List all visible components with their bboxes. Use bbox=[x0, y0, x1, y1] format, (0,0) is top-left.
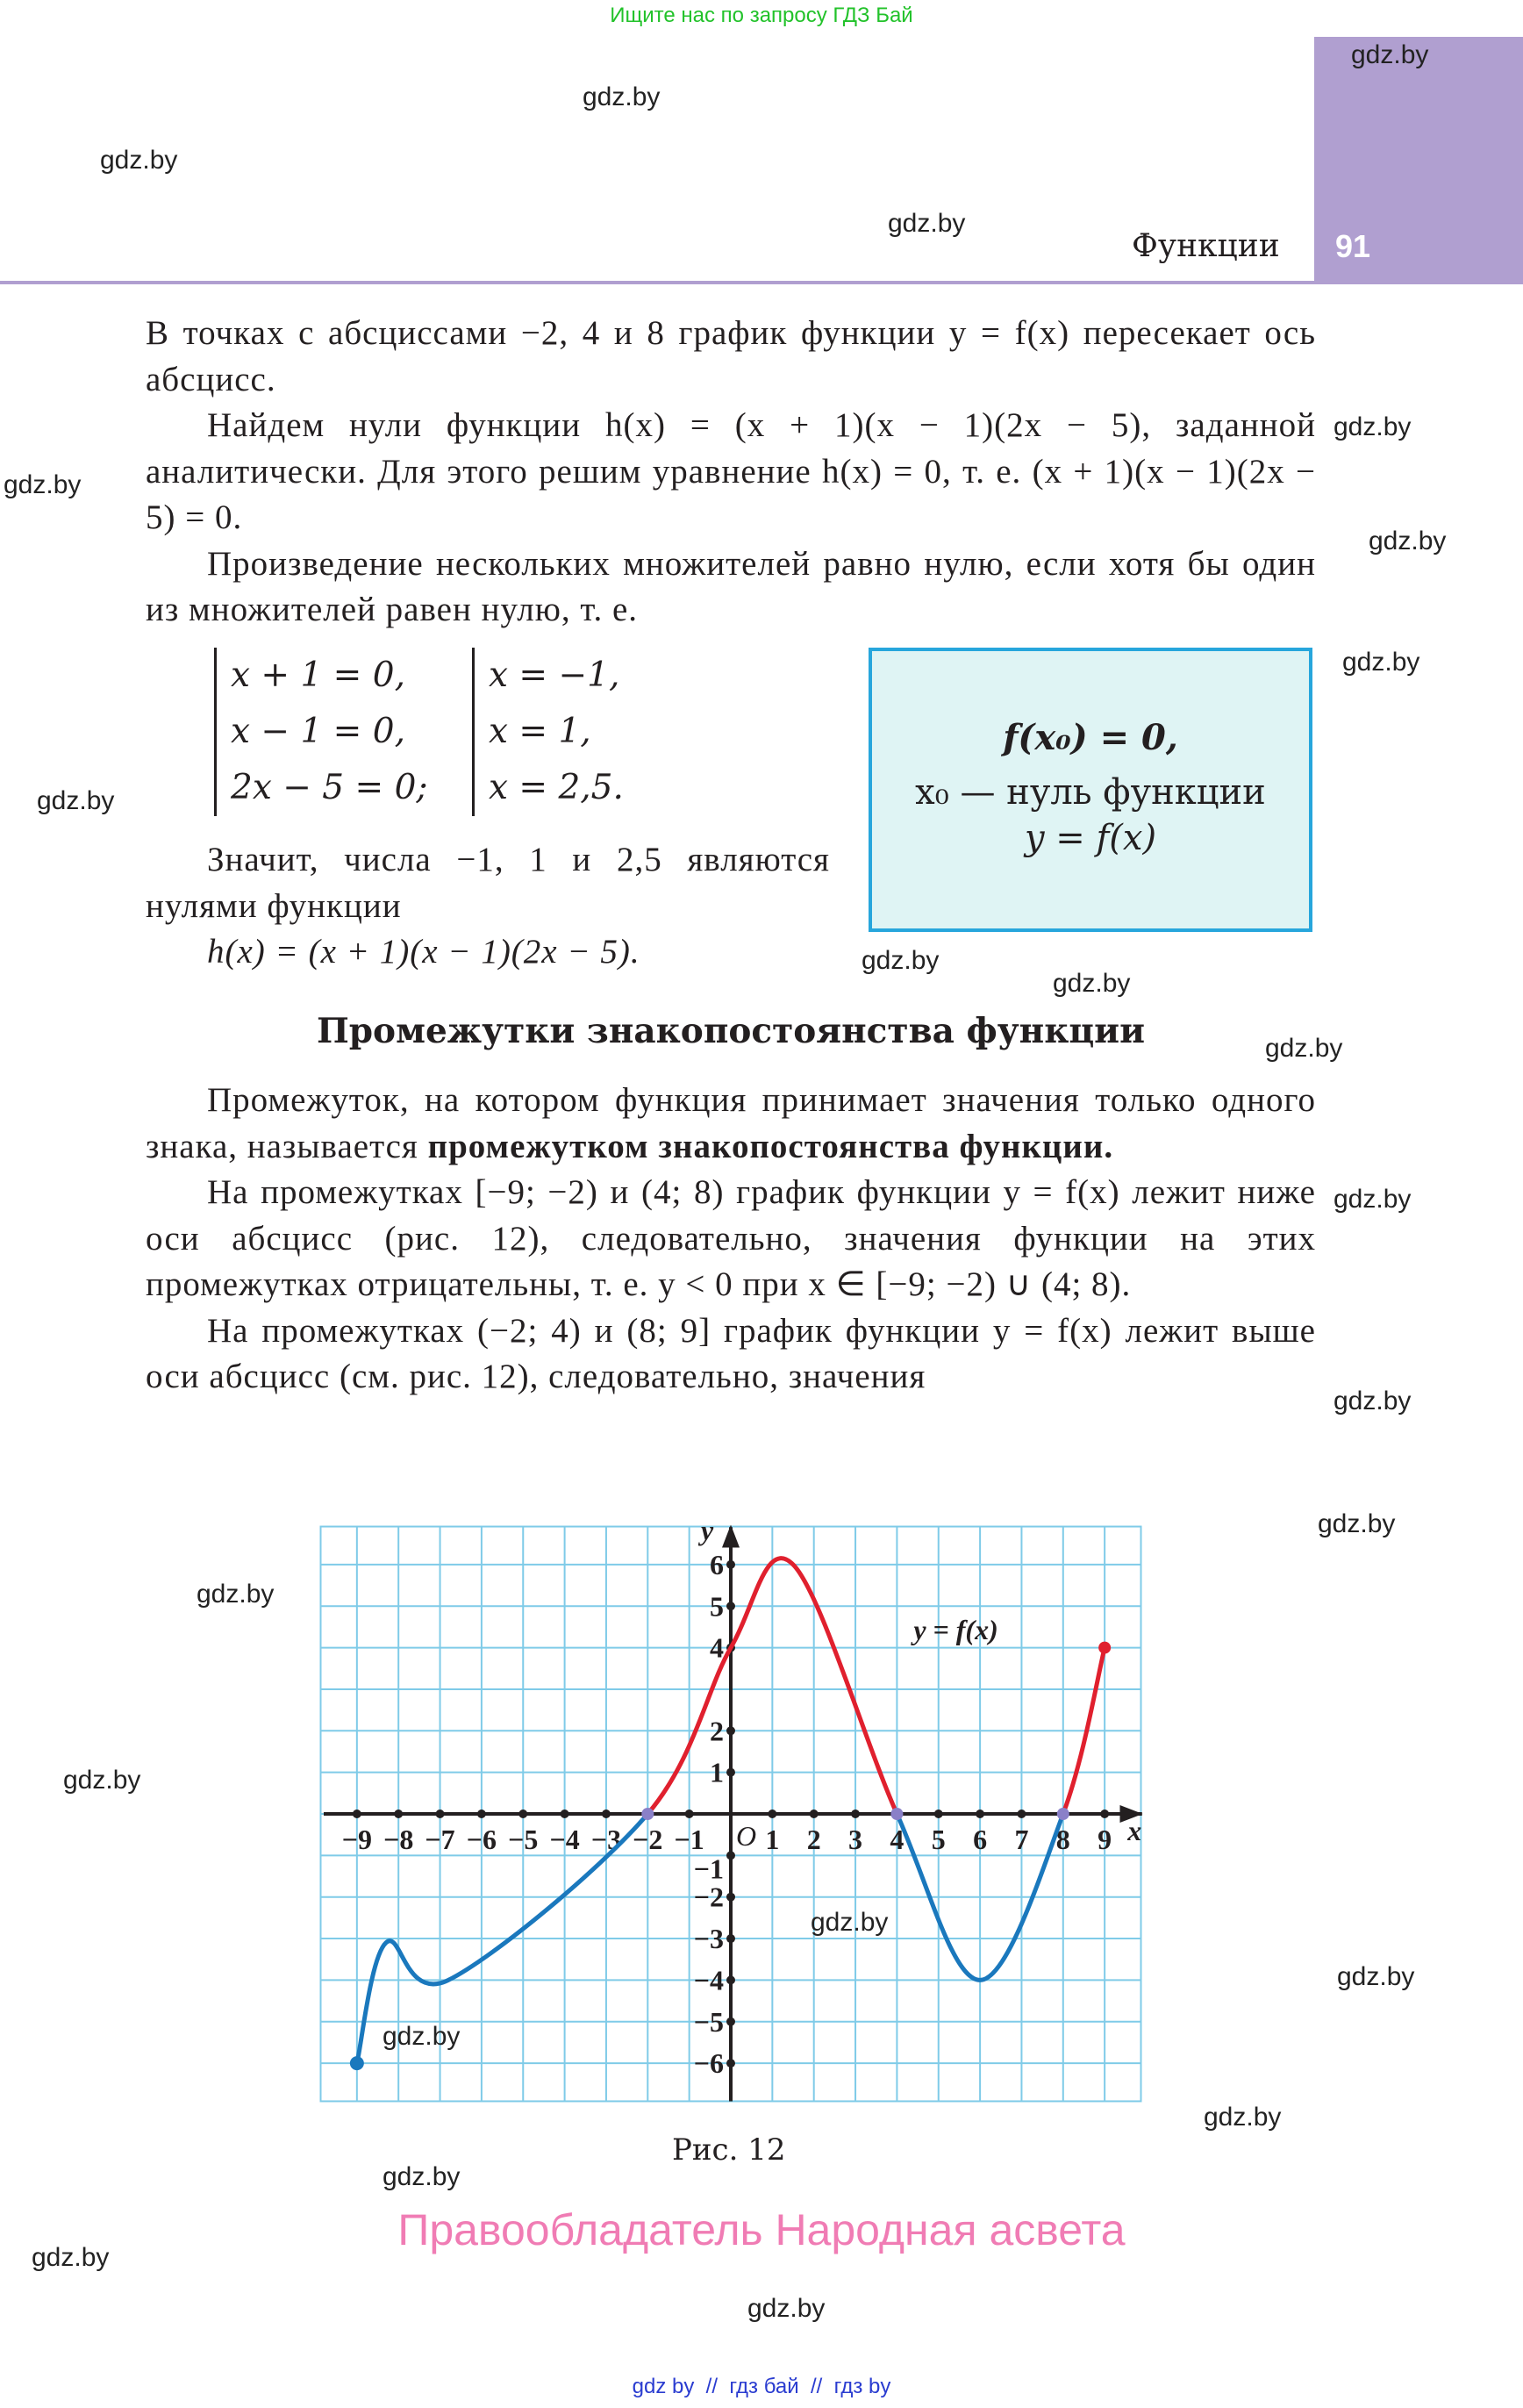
watermark: gdz.by bbox=[583, 82, 661, 111]
watermark: gdz.by bbox=[100, 146, 178, 175]
y-tick-label: 6 bbox=[710, 1548, 724, 1580]
watermark: gdz.by bbox=[811, 1908, 889, 1937]
x-tick-label: −5 bbox=[508, 1824, 539, 1855]
y-tick-label: 1 bbox=[710, 1756, 724, 1788]
section-name: Функции bbox=[1132, 228, 1280, 264]
conclusion-formula: h(x) = (x + 1)(x − 1)(2x − 5). bbox=[207, 933, 640, 971]
x-tick bbox=[353, 1810, 361, 1818]
y-tick-label: −4 bbox=[693, 1964, 724, 1996]
watermark: gdz.by bbox=[32, 2243, 110, 2272]
x-tick-label: 5 bbox=[931, 1824, 946, 1855]
definition-start: Промежуток, на котором функция принимает значения только одного знака, называется bbox=[146, 1081, 1316, 1165]
end-point bbox=[1098, 1642, 1111, 1654]
x-tick-label: −8 bbox=[383, 1824, 414, 1855]
x-tick bbox=[810, 1810, 819, 1818]
paragraph: Найдем нули функции h(x) = (x + 1)(x − 1)(2x − 5), заданной аналитически. Для этого решим уравнение h(x) = 0, т. е. (x + 1)(x − 1)(2x − 5) = 0. bbox=[146, 406, 1317, 536]
x-tick-label: 1 bbox=[765, 1824, 780, 1855]
zero-point bbox=[641, 1808, 654, 1820]
watermark: gdz.by bbox=[1342, 648, 1420, 677]
watermark: gdz.by bbox=[1334, 412, 1412, 441]
y-tick-label: −1 bbox=[693, 1853, 724, 1885]
equation: x = −1, bbox=[489, 656, 620, 695]
x-tick bbox=[436, 1810, 445, 1818]
equation: x = 2,5. bbox=[489, 768, 624, 807]
x-tick-label: 7 bbox=[1014, 1824, 1029, 1855]
paragraph: В точках с абсциссами −2, 4 и 8 график функции y = f(x) пересекает ось абсцисс. bbox=[146, 314, 1316, 398]
x-tick bbox=[934, 1810, 943, 1818]
x-tick bbox=[1017, 1810, 1026, 1818]
watermark: gdz.by bbox=[1351, 40, 1429, 69]
y-tick-label: 4 bbox=[710, 1631, 724, 1664]
definition-text: x₀ — нуль функции bbox=[915, 772, 1266, 813]
y-tick-label: −2 bbox=[693, 1881, 724, 1913]
paragraph: Произведение нескольких множителей равно нулю, если хотя бы один из множителей равен нулю, т. е. bbox=[146, 544, 1316, 628]
conclusion-text: Значит, числа −1, 1 и 2,5 являются нулями функции bbox=[146, 841, 830, 925]
watermark: gdz.by bbox=[383, 2022, 461, 2051]
origin-label: O bbox=[736, 1820, 757, 1852]
start-point bbox=[350, 2056, 364, 2070]
watermark: gdz.by bbox=[63, 1766, 141, 1795]
watermark: gdz.by bbox=[4, 470, 82, 499]
x-tick-label: −9 bbox=[341, 1824, 372, 1855]
watermark: gdz.by bbox=[1334, 1387, 1412, 1415]
curve-label: y = f(x) bbox=[913, 1614, 998, 1646]
paragraph: На промежутках (−2; 4) и (8; 9] график функции y = f(x) лежит выше оси абсцисс (см. рис. 12), следовательно, значения bbox=[146, 1311, 1316, 1395]
y-tick-label: 5 bbox=[710, 1590, 724, 1623]
y-tick bbox=[726, 1934, 735, 1943]
y-tick bbox=[726, 2059, 735, 2068]
definition-function: y = f(x) bbox=[1024, 818, 1157, 858]
x-tick bbox=[1100, 1810, 1109, 1818]
rights-notice: Правообладатель Народная асвета bbox=[397, 2205, 1126, 2254]
watermark: gdz.by bbox=[747, 2294, 826, 2323]
watermark: gdz.by bbox=[37, 786, 115, 815]
y-tick bbox=[726, 1726, 735, 1735]
x-tick-label: 8 bbox=[1055, 1824, 1070, 1855]
y-tick bbox=[726, 2017, 735, 2026]
y-tick-label: −5 bbox=[693, 2005, 724, 2038]
x-tick-label: 3 bbox=[848, 1824, 863, 1855]
footer-links[interactable]: gdz by // гдз бай // гдз by bbox=[632, 2375, 891, 2398]
watermark: gdz.by bbox=[1369, 527, 1447, 555]
watermark: gdz.by bbox=[1337, 1962, 1415, 1991]
y-tick-label: −6 bbox=[693, 2047, 724, 2080]
y-tick bbox=[726, 1768, 735, 1777]
y-tick bbox=[726, 1560, 735, 1569]
y-tick bbox=[726, 1851, 735, 1860]
equation: x − 1 = 0, bbox=[231, 712, 405, 751]
x-tick bbox=[477, 1810, 486, 1818]
x-tick bbox=[685, 1810, 694, 1818]
x-axis-label: x bbox=[1127, 1815, 1142, 1846]
y-axis-label: y bbox=[701, 1514, 714, 1546]
watermark: gdz.by bbox=[862, 946, 940, 975]
x-tick-label: 4 bbox=[890, 1824, 905, 1855]
watermark: gdz.by bbox=[383, 2162, 461, 2191]
paragraph: На промежутках [−9; −2) и (4; 8) график функции y = f(x) лежит ниже оси абсцисс (рис. 12), следовательно, значения функции на этих промежутках отрицательны, т. е. y < 0 при x ∈ [−9; −2) ∪ (4; 8). bbox=[146, 1173, 1316, 1303]
y-axis-arrow bbox=[722, 1525, 740, 1548]
y-tick bbox=[726, 1893, 735, 1902]
page-number: 91 bbox=[1335, 228, 1371, 264]
x-tick bbox=[768, 1810, 776, 1818]
x-tick-label: −3 bbox=[590, 1824, 622, 1855]
x-tick-label: 6 bbox=[973, 1824, 988, 1855]
y-tick-label: −3 bbox=[693, 1923, 724, 1955]
watermark: gdz.by bbox=[1204, 2103, 1282, 2132]
figure-caption: Рис. 12 bbox=[672, 2132, 786, 2168]
y-tick bbox=[726, 1975, 735, 1984]
x-tick-label: −2 bbox=[633, 1824, 663, 1855]
watermark: gdz.by bbox=[197, 1580, 275, 1609]
zero-point bbox=[890, 1808, 903, 1820]
y-tick-label: 2 bbox=[710, 1715, 724, 1747]
x-tick bbox=[602, 1810, 611, 1818]
x-tick bbox=[976, 1810, 984, 1818]
y-tick bbox=[726, 1602, 735, 1610]
x-tick-label: −6 bbox=[466, 1824, 497, 1855]
section-title: Промежутки знакопостоянства функции bbox=[316, 1011, 1146, 1051]
x-tick-label: 9 bbox=[1098, 1824, 1112, 1855]
watermark: gdz.by bbox=[1334, 1185, 1412, 1214]
watermark: gdz.by bbox=[1265, 1034, 1343, 1063]
zero-point bbox=[1057, 1808, 1069, 1820]
definition-formula: f(x₀) = 0, bbox=[1003, 717, 1178, 758]
watermark: gdz.by bbox=[1053, 969, 1131, 998]
equation: 2x − 5 = 0; bbox=[231, 768, 428, 807]
x-tick-label: 2 bbox=[806, 1824, 821, 1855]
top-banner[interactable]: Ищите нас по запросу ГДЗ Бай bbox=[610, 4, 913, 27]
x-tick bbox=[561, 1810, 569, 1818]
watermark: gdz.by bbox=[1318, 1509, 1396, 1538]
x-tick-label: −7 bbox=[425, 1824, 455, 1855]
equation: x + 1 = 0, bbox=[231, 656, 405, 695]
x-tick-label: −1 bbox=[674, 1824, 704, 1855]
x-tick bbox=[851, 1810, 860, 1818]
x-tick-label: −4 bbox=[549, 1824, 580, 1855]
equation: x = 1, bbox=[489, 712, 591, 751]
x-tick bbox=[518, 1810, 527, 1818]
x-tick bbox=[394, 1810, 403, 1818]
term: промежутком знакопостоянства функции. bbox=[427, 1127, 1114, 1165]
watermark: gdz.by bbox=[888, 209, 966, 238]
